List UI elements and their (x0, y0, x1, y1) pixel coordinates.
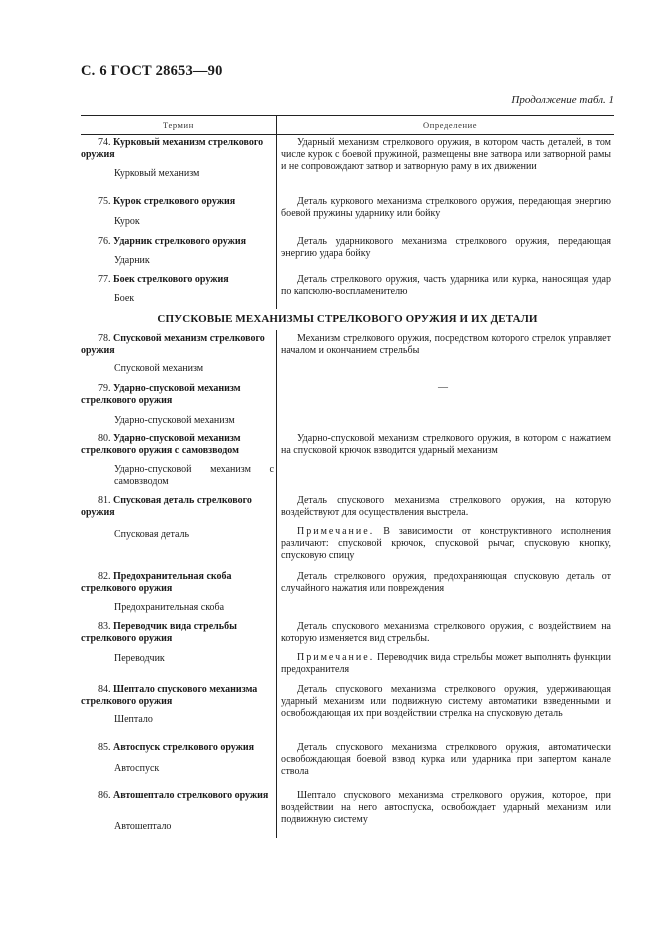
table-row-synonym: Ударник (114, 255, 150, 266)
section-title: СПУСКОВЫЕ МЕХАНИЗМЫ СТРЕЛКОВОГО ОРУЖИЯ И ИХ ДЕТАЛИ (157, 313, 538, 325)
column-divider-upper (276, 134, 277, 309)
table-row-definition: Ударный механизм стрелкового оружия, в котором часть деталей, в том числе курок с боевой пружиной, размещены вне затвора или затворной рамы и не сопровождают затвор и затворную раму в их движении (281, 137, 611, 172)
table-row-definition: — (438, 382, 448, 393)
table-row-definition: Деталь куркового механизма стрелкового оружия, передающая энергию боевой пружины ударнику или бойку (281, 196, 611, 219)
table-row-synonym: Ударно-спусковой механизм с самовзводом (114, 464, 274, 487)
header-bottom-rule (81, 134, 614, 135)
table-row-term: 81. Спусковая деталь стрелкового оружия (81, 495, 252, 518)
table-row-term: 75. Курок стрелкового оружия (98, 196, 236, 207)
table-row-synonym: Курковый механизм (114, 168, 200, 179)
table-row-synonym: Автоспуск (114, 763, 160, 774)
table-row-term: 84. Шептало спускового механизма стрелкового оружия (81, 684, 258, 707)
table-row-synonym: Автошептало (114, 821, 172, 832)
table-row-synonym: Боек (114, 293, 135, 304)
page-header: С. 6 ГОСТ 28653—90 (81, 63, 223, 79)
table-row-definition: Механизм стрелкового оружия, посредством которого стрелок управляет началом и окончанием стрельбы (281, 333, 611, 356)
table-row-definition: Шептало спускового механизма стрелкового оружия, которое, при воздействии на него автоспуска, освобождает ударный механизм или подвижную систему (281, 790, 611, 825)
table-row-note: Примечание. В зависимости от конструктивного исполнения различают: спусковой крючок, спусковой рычаг, спусковую кнопку, спусковую спицу (281, 526, 611, 561)
table-row-note: Примечание. Переводчик вида стрельбы может выполнять функции предохранителя (281, 652, 612, 675)
table-row-synonym: Предохранительная скоба (114, 602, 225, 613)
table-row-definition: Деталь спускового механизма стрелкового оружия, удерживающая ударный механизм или подвижную систему автоматики взведенными и освобождающая их при воздействии стрелка на спусковую деталь (281, 684, 611, 719)
table-row-definition: Ударно-спусковой механизм стрелкового оружия, в котором с нажатием на спусковой крючок взводится ударный механизм (281, 433, 611, 456)
table-row-synonym: Переводчик (114, 653, 165, 664)
table-row-term: 78. Спусковой механизм стрелкового оружия (81, 333, 265, 356)
table-row-term: 86. Автошептало стрелкового оружия (98, 790, 269, 801)
table-row-term: 79. Ударно-спусковой механизм стрелкового оружия (81, 383, 241, 406)
table-row-definition: Деталь спускового механизма стрелкового оружия, на которую воздействуют для осуществления выстрела. (281, 495, 611, 518)
table-row-definition: Деталь спускового механизма стрелкового оружия, с воздействием на которую изменяется вид стрельбы. (281, 621, 611, 644)
column-header-term: Термин (163, 120, 194, 130)
table-row-term: 77. Боек стрелкового оружия (98, 274, 229, 285)
table-top-rule (81, 115, 614, 116)
table-row-synonym: Спусковая деталь (114, 529, 190, 540)
table-row-term: 80. Ударно-спусковой механизм стрелкового оружия с самовзводом (81, 433, 241, 456)
table-row-definition: Деталь стрелкового оружия, предохраняющая спусковую деталь от случайного нажатия или повреждения (281, 571, 611, 594)
table-row-synonym: Спусковой механизм (114, 363, 204, 374)
column-divider-lower (276, 330, 277, 838)
table-row-synonym: Шептало (114, 714, 153, 725)
table-row-term: 76. Ударник стрелкового оружия (98, 236, 247, 247)
header-column-divider (276, 115, 277, 134)
table-row-synonym: Ударно-спусковой механизм (114, 415, 235, 426)
table-row-definition: Деталь ударникового механизма стрелкового оружия, передающая энергию удара бойку (281, 236, 611, 259)
table-continuation-label: Продолжение табл. 1 (511, 94, 614, 106)
table-row-term: 83. Переводчик вида стрельбы стрелкового оружия (81, 621, 237, 644)
table-row-term: 82. Предохранительная скоба стрелкового оружия (81, 571, 232, 594)
table-row-synonym: Курок (114, 216, 140, 227)
table-row-definition: Деталь стрелкового оружия, часть ударника или курка, наносящая удар по капсюлю-воспламенителю (281, 274, 611, 297)
table-row-term: 74. Курковый механизм стрелкового оружия (81, 137, 264, 160)
table-row-term: 85. Автоспуск стрелкового оружия (98, 742, 255, 753)
column-header-definition: Определение (423, 120, 478, 130)
table-row-definition: Деталь спускового механизма стрелкового оружия, автоматически освобождающая боевой взвод курка или ударника при запертом канале ствола (281, 742, 611, 777)
